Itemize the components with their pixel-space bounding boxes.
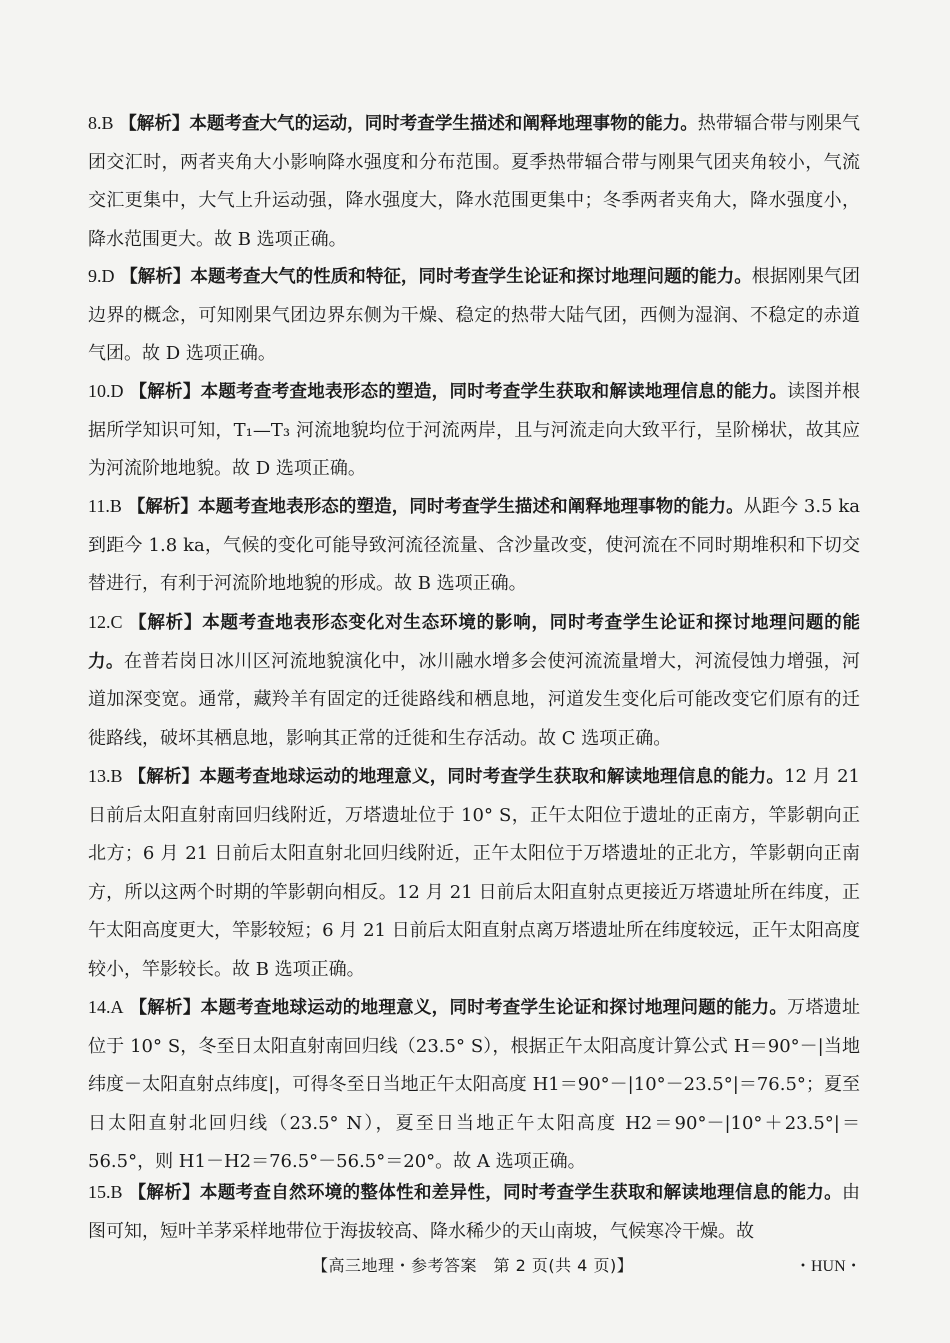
item-analysis-body: 由图可知，短叶羊茅采样地带位于海拔较高、降水稀少的天山南坡，气候寒冷干燥。故 [88,1182,860,1242]
footer-page-info: 【高三地理・参考答案 第 2 页(共 4 页)】 [312,1256,634,1275]
item-number: 14. [88,997,111,1017]
item-answer: D [101,266,115,286]
item-number: 15. [88,1182,111,1202]
item-analysis-lead: 【解析】本题考查地表形态的塑造，同时考查学生描述和阐释地理事物的能力。 [127,497,744,517]
item-number: 12. [88,612,111,632]
answer-item-10 [88,372,860,489]
item-analysis-body: 12 月 21 日前后太阳直射南回归线附近，万塔遗址位于 10° S，正午太阳位于遗址的正南方，竿影朝向正北方；6 月 21 日前后太阳直射北回归线附近，正午太阳位于万塔遗址的正北方，竿影朝向正南方，所以这两个时期的竿影朝向相反。12 月 21 日前后太阳直射点更接近万塔遗址所在纬度，正午太阳高度更大，竿影较短；6 月 21 日前后太阳直射点离万塔遗址所在纬度较远，正午太阳高度较小，竿影较长。故 B 选项正确。 [88,766,860,980]
item-answer: B [110,766,123,786]
item-analysis-body: 从距今 3.5 ka 到距今 1.8 ka，气候的变化可能导致河流径流量、含沙量改变，使河流在不同时期堆积和下切交替进行，有利于河流阶地地貌的形成。故 B 选项正确。 [88,496,860,594]
item-answer: D [110,381,124,401]
answer-item-14 [88,988,860,1182]
answer-item-11 [88,487,860,604]
item-analysis-lead: 【解析】本题考查自然环境的整体性和差异性，同时考查学生获取和解读地理信息的能力。 [128,1183,842,1203]
item-answer: B [110,1182,123,1202]
item-answer: C [110,612,123,632]
item-analysis-body: 读图并根据所学知识可知，T₁—T₃ 河流地貌均位于河流两岸，且与河流走向大致平行，呈阶梯状，故其应为河流阶地地貌。故 D 选项正确。 [88,381,860,479]
item-analysis-lead: 【解析】本题考查大气的性质和特征，同时考查学生论证和探讨地理问题的能力。 [120,267,752,287]
answer-item-13 [88,757,860,989]
item-number: 9. [88,266,102,286]
item-answer: B [109,496,122,516]
item-analysis-body: 在普若岗日冰川区河流地貌演化中，冰川融水增多会使河流流量增大，河流侵蚀力增强，河道加深变宽。通常，藏羚羊有固定的迁徙路线和栖息地，河道发生变化后可能改变它们原有的迁徙路线，破坏其栖息地，影响其正常的迁徙和生存活动。故 C 选项正确。 [88,650,861,749]
item-number: 11. [88,496,110,516]
item-analysis-lead: 【解析】本题考查地球运动的地理意义，同时考查学生获取和解读地理信息的能力。 [128,767,785,787]
item-analysis-lead: 【解析】本题考查大气的运动，同时考查学生描述和阐释地理事物的能力。 [119,114,698,134]
item-analysis-body: 万塔遗址位于 10° S，冬至日太阳直射南回归线（23.5° S），根据正午太阳高度计算公式 H＝90°－|当地纬度－太阳直射点纬度|，可得冬至日当地正午太阳高度 H1＝90°－|10°－23.5°|＝76.5°；夏至日太阳直射北回归线（23.5° N），夏至日当地正午太阳高度 H2＝90°－|10°＋23.5°|＝56.5°，则 H1－H2＝76.5°－56.5°＝20°。故 A 选项正确。 [88,997,860,1172]
answer-item-12 [88,603,860,758]
answer-item-9 [88,257,860,374]
item-analysis-body: 根据刚果气团边界的概念，可知刚果气团边界东侧为干燥、稳定的热带大陆气团，西侧为湿润、不稳定的赤道气团。故 D 选项正确。 [88,266,860,364]
item-analysis-lead: 【解析】本题考查地表形态变化对生态环境的影响，同时考查学生论证和探讨地理问题的能力。 [88,613,860,672]
answer-item-8 [88,104,860,259]
item-number: 13. [88,766,111,786]
answer-item-15 [88,1173,860,1251]
item-number: 10. [88,381,111,401]
item-analysis-body: 热带辐合带与刚果气团交汇时，两者夹角大小影响降水强度和分布范围。夏季热带辐合带与刚果气团夹角较小，气流交汇更集中，大气上升运动强，降水强度大，降水范围更集中；冬季两者夹角大，降水强度小，降水范围更大。故 B 选项正确。 [88,113,861,250]
item-answer: A [110,997,124,1017]
item-analysis-lead: 【解析】本题考查考查地表形态的塑造，同时考查学生获取和解读地理信息的能力。 [129,382,788,402]
footer-edition-code: ・HUN・ [795,1258,862,1275]
item-analysis-lead: 【解析】本题考查地球运动的地理意义，同时考查学生论证和探讨地理问题的能力。 [129,998,788,1018]
item-number: 8. [88,113,102,133]
item-answer: B [101,113,114,133]
